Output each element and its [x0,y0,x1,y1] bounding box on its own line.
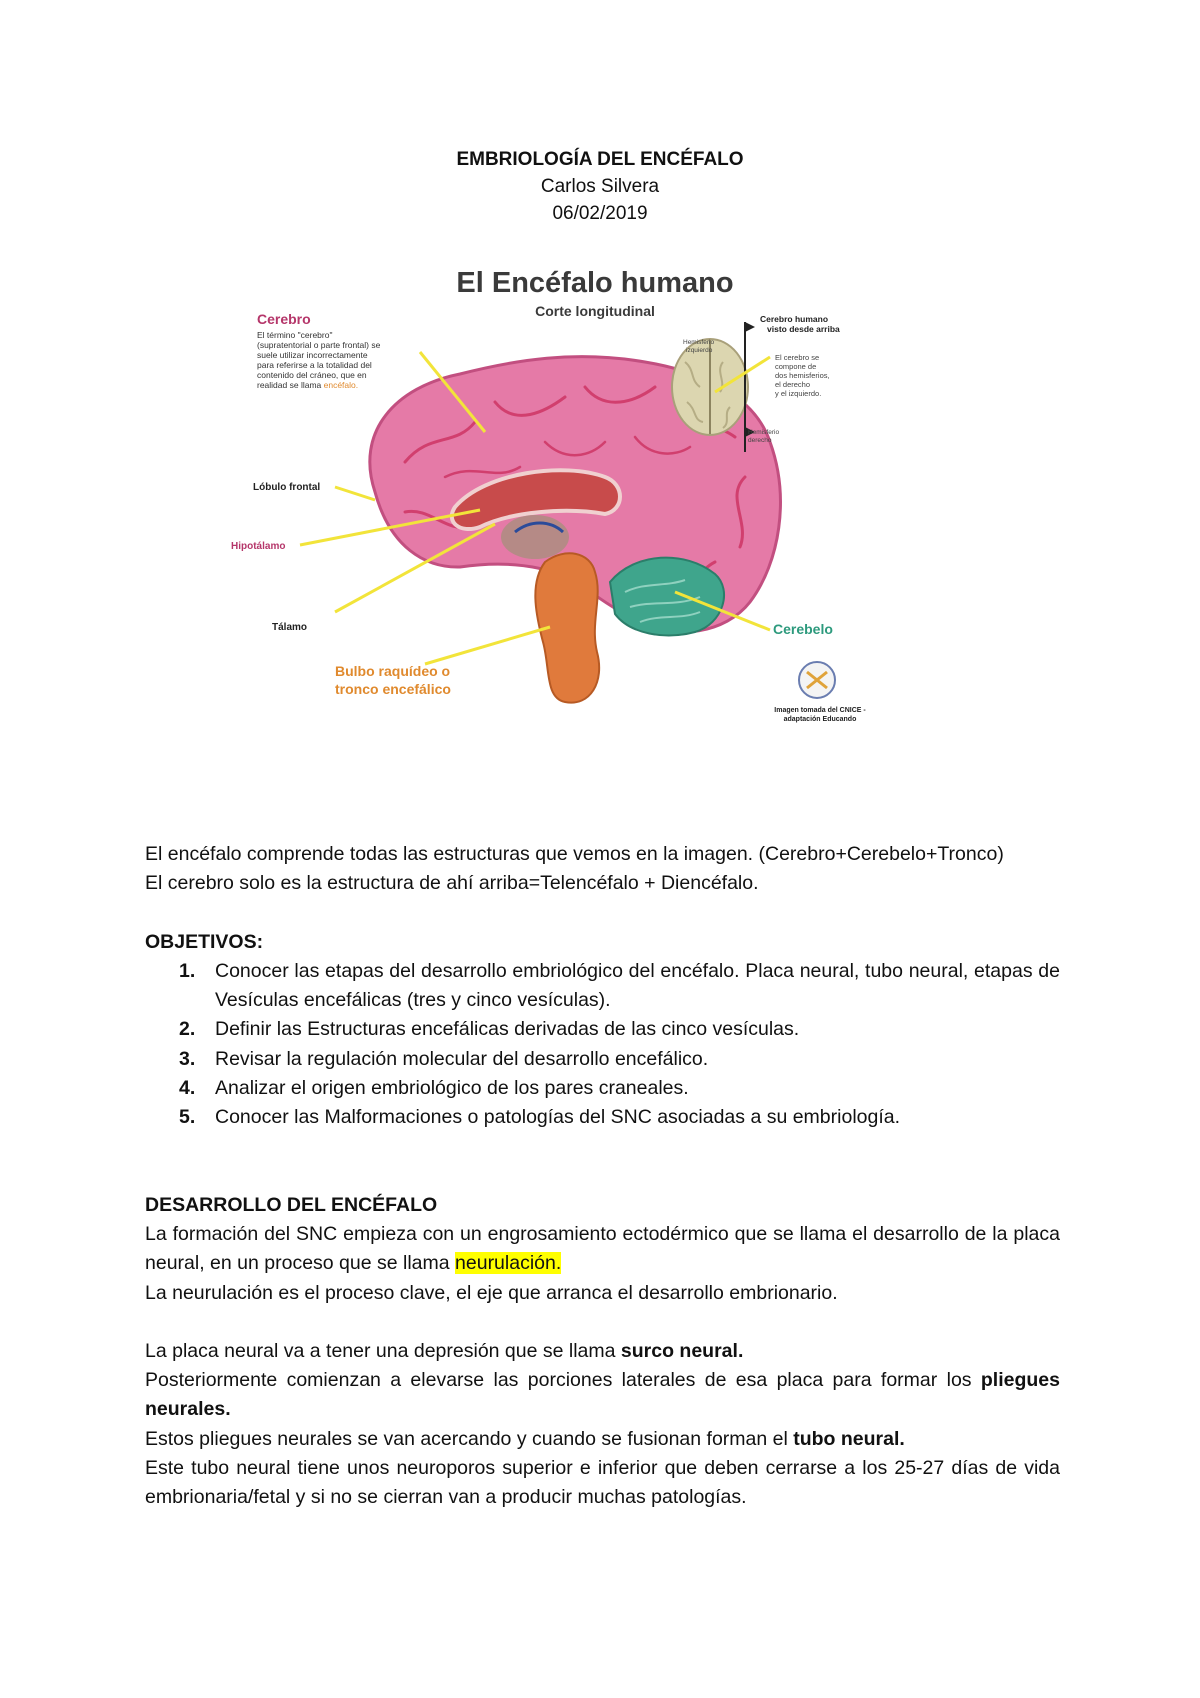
cerebro-desc-line: El término "cerebro" [257,330,333,340]
list-number: 5. [179,1106,196,1129]
text-run: La placa neural va a tener una depresión que se llama [145,1339,621,1362]
inset-description [775,353,830,398]
figure-title: El Encéfalo humano [456,267,734,299]
label-bulbo: Bulbo raquídeo o [335,663,451,679]
intro-paragraph: El cerebro solo es la estructura de ahí arriba=Telencéfalo + Diencéfalo. [145,872,759,895]
label-hem-izq: Hemisferio [683,339,715,346]
list-text: Conocer las etapas del desarrollo embriológico del encéfalo. Placa neural, tubo neural, etapas de Vesículas encefálicas (tres y cinco vesículas). [215,959,1060,1012]
image-credit: Imagen tomada del CNICE - [774,707,866,714]
inset-title: visto desde arriba [767,324,840,334]
list-item [179,1103,1060,1132]
list-item [179,957,1060,1016]
brain-illustration [370,322,835,703]
bold-term: tubo neural. [793,1427,905,1450]
text-run: La formación del SNC empieza con un engrosamiento ectodérmico que se llama el desarrollo de la placa neural, en un proceso que se llama [145,1222,1060,1275]
list-number: 1. [179,959,196,982]
document-header [0,146,1200,227]
list-number: 4. [179,1077,196,1100]
objetivos-list [145,957,1060,1133]
inset-desc-line: el derecho [775,380,811,389]
document-body [145,840,1060,1513]
label-hipotalamo: Hipotálamo [231,541,286,552]
label-hem-izq: izquierdo [686,347,713,354]
paragraph [145,1366,1060,1425]
bold-term: pliegues neurales. [145,1369,1060,1421]
bold-term: surco neural. [620,1339,744,1362]
cerebro-desc-line: contenido del cráneo, que en [257,370,367,380]
list-number: 2. [179,1018,196,1041]
label-hem-der: Hemisferio [748,429,780,436]
list-text: Definir las Estructuras encefálicas derivadas de las cinco vesículas. [215,1018,800,1041]
cerebro-desc-line: para referirse a la totalidad del [257,360,372,370]
list-item [179,1074,1060,1103]
paragraph [145,1337,1060,1366]
paragraph: La neurulación es el proceso clave, el eje que arranca el desarrollo embrionario. [145,1281,838,1304]
inset-desc-line: y el izquierdo. [775,389,822,398]
label-lobulo-frontal: Lóbulo frontal [253,482,321,493]
intro-paragraph: El encéfalo comprende todas las estructuras que vemos en la imagen. (Cerebro+Cerebelo+Tronco) [145,843,1004,865]
cerebro-description [257,330,381,390]
inset-desc-line: El cerebro se [775,353,820,362]
label-bulbo: tronco encefálico [335,681,451,697]
cerebro-desc-last [257,380,358,390]
label-cerebro: Cerebro [257,311,311,327]
author-name: Carlos Silvera [540,176,660,197]
inset-desc-line: compone de [775,362,817,371]
text-run: Posteriormente comienzan a elevarse las porciones laterales de esa placa para formar los [145,1369,981,1392]
inset-title: Cerebro humano [760,314,829,324]
list-text: Analizar el origen embriológico de los pares craneales. [215,1077,689,1100]
paragraph [145,1220,1060,1279]
cerebro-desc-line: suele utilizar incorrectamente [257,350,368,360]
document-title: EMBRIOLOGÍA DEL ENCÉFALO [456,149,744,170]
cerebro-desc-line: (supratentorial o parte frontal) se [257,340,381,350]
text-run: Estos pliegues neurales se van acercando y cuando se fusionan forman el [145,1427,794,1450]
cerebro-desc-link: encéfalo. [323,380,359,390]
document-date: 06/02/2019 [552,203,648,224]
paragraph: Este tubo neural tiene unos neuroporos superior e inferior que deben cerrarse a los 25-27 días de vida embrionaria/fetal y si no se cierran van a producir muchas patologías. [145,1457,1060,1509]
label-hem-der: derecho [748,437,772,444]
list-text: Conocer las Malformaciones o patologías del SNC asociadas a su embriología. [215,1106,901,1129]
paragraph [145,1425,1060,1454]
image-credit: adaptación Educando [783,716,857,723]
list-text: Revisar la regulación molecular del desarrollo encefálico. [215,1047,709,1070]
list-item [179,1045,1060,1074]
list-number: 3. [179,1047,196,1070]
label-cerebelo: Cerebelo [773,621,833,637]
label-talamo: Tálamo [272,622,308,633]
cerebro-desc-line: realidad se llama [257,380,324,390]
figure-subtitle: Corte longitudinal [535,303,655,319]
objetivos-heading: OBJETIVOS: [145,930,264,953]
inset-desc-line: dos hemisferios, [775,371,830,380]
desarrollo-heading: DESARROLLO DEL ENCÉFALO [145,1193,438,1216]
list-item [179,1015,1060,1044]
highlighted-term: neurulación. [455,1252,562,1275]
brain-figure [231,262,965,802]
